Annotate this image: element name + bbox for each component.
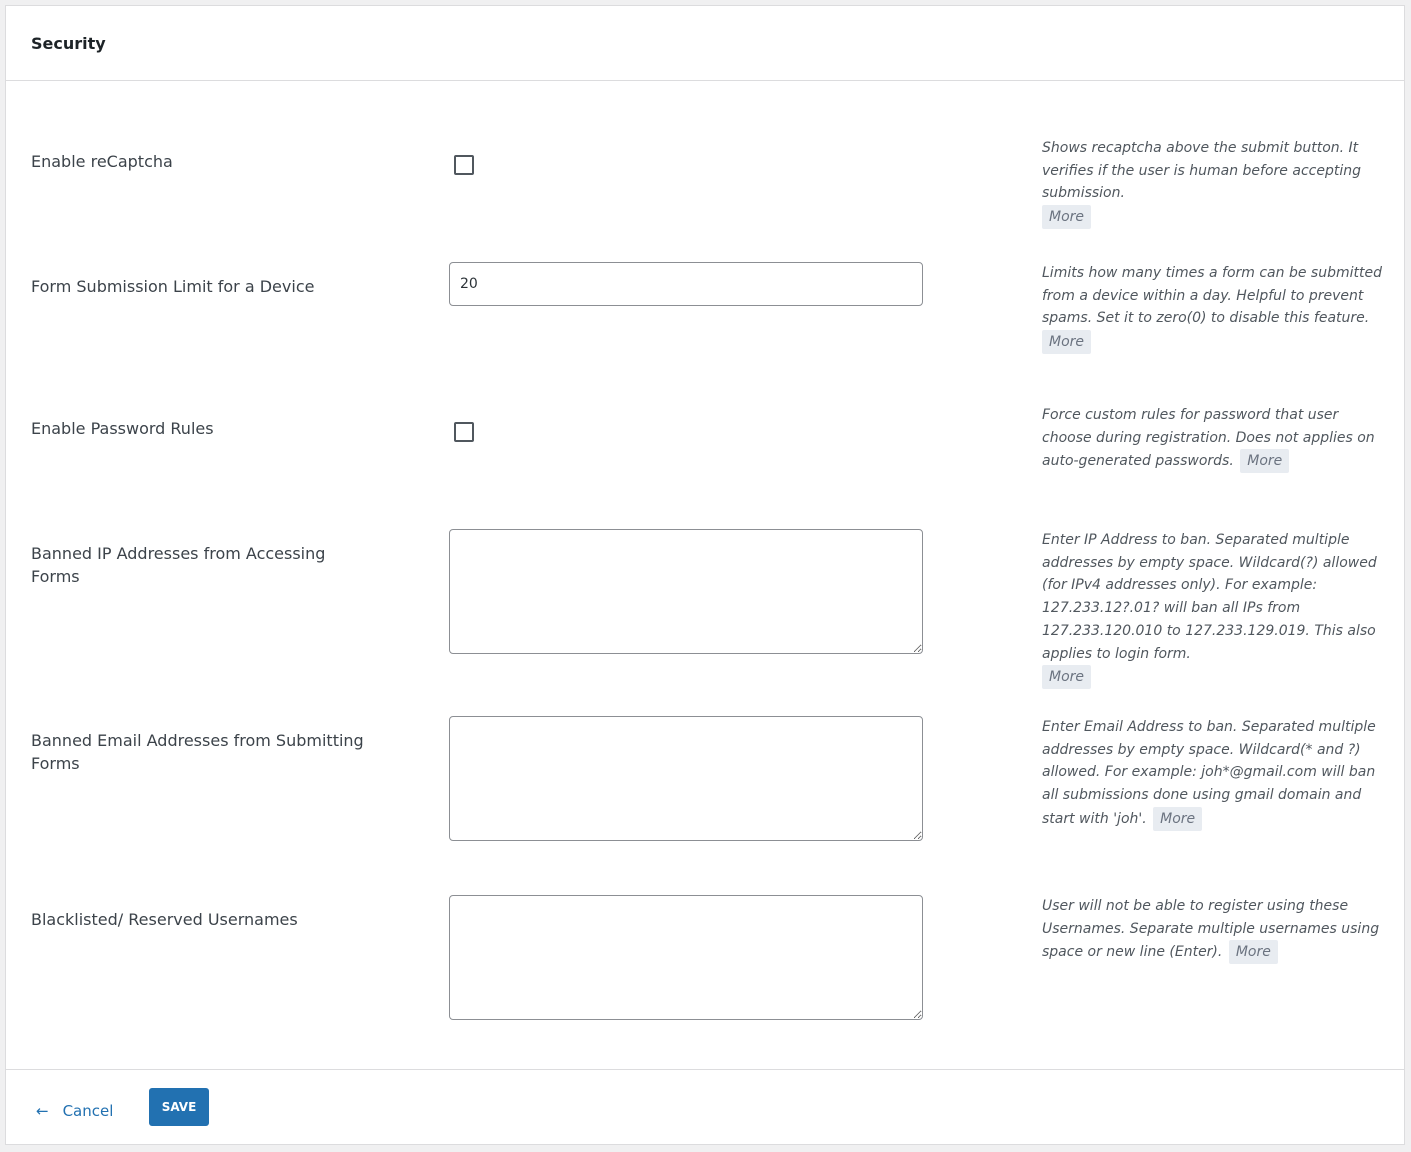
panel-title: Security [31, 34, 106, 53]
password-rules-help-text: Force custom rules for password that user choose during registration. Does not applies on auto-generated passwords. [1042, 407, 1375, 470]
reserved-usernames-help [1042, 895, 1387, 964]
submission-limit-more-button[interactable]: More [1042, 330, 1091, 354]
submission-limit-input[interactable] [449, 262, 923, 306]
cancel-link[interactable] [36, 1102, 113, 1120]
panel-header [6, 6, 1404, 81]
arrow-left-icon: ← [36, 1102, 49, 1120]
banned-email-textarea[interactable] [449, 716, 923, 841]
banned-email-more-button[interactable]: More [1153, 807, 1202, 831]
cancel-label: Cancel [62, 1102, 114, 1120]
save-button[interactable]: SAVE [149, 1088, 209, 1126]
banned-ip-more-button[interactable]: More [1042, 665, 1091, 689]
banned-ip-help [1042, 529, 1387, 689]
banned-ip-help-text: Enter IP Address to ban. Separated multiple addresses by empty space. Wildcard(?) allowed (for IPv4 addresses only). For example: 127.233.12?.01? will ban all IPs from 127.233.120.010 to 127.233.129.019. This also applies to login form. [1042, 532, 1377, 662]
reserved-usernames-label: Blacklisted/ Reserved Usernames [31, 910, 298, 929]
security-settings-panel [5, 5, 1405, 1145]
password-rules-checkbox[interactable] [454, 422, 474, 442]
banned-email-label: Banned Email Addresses from Submitting Forms [31, 731, 364, 773]
password-rules-help [1042, 404, 1387, 473]
reserved-usernames-more-button[interactable]: More [1229, 940, 1278, 964]
password-rules-more-button[interactable]: More [1240, 449, 1289, 473]
submission-limit-label: Form Submission Limit for a Device [31, 277, 315, 296]
banned-email-help [1042, 716, 1387, 831]
recaptcha-help-text: Shows recaptcha above the submit button. It verifies if the user is human before accepting submission. [1042, 140, 1361, 202]
recaptcha-more-button[interactable]: More [1042, 205, 1091, 229]
banned-ip-textarea[interactable] [449, 529, 923, 654]
submission-limit-help-text: Limits how many times a form can be submitted from a device within a day. Helpful to prevent spams. Set it to zero(0) to disable this feature. [1042, 265, 1382, 327]
recaptcha-label: Enable reCaptcha [31, 152, 173, 171]
reserved-usernames-textarea[interactable] [449, 895, 923, 1020]
banned-email-help-text: Enter Email Address to ban. Separated multiple addresses by empty space. Wildcard(* and ?) allowed. For example: joh*@gmail.com will ban all submissions done using gmail domain and start with 'joh'. [1042, 719, 1376, 827]
recaptcha-help [1042, 137, 1387, 229]
reserved-usernames-help-text: User will not be able to register using these Usernames. Separate multiple usernames using space or new line (Enter). [1042, 898, 1380, 961]
submission-limit-help [1042, 262, 1387, 354]
banned-ip-label: Banned IP Addresses from Accessing Forms [31, 544, 326, 586]
password-rules-label: Enable Password Rules [31, 419, 214, 438]
recaptcha-checkbox[interactable] [454, 155, 474, 175]
panel-footer [6, 1069, 1404, 1146]
